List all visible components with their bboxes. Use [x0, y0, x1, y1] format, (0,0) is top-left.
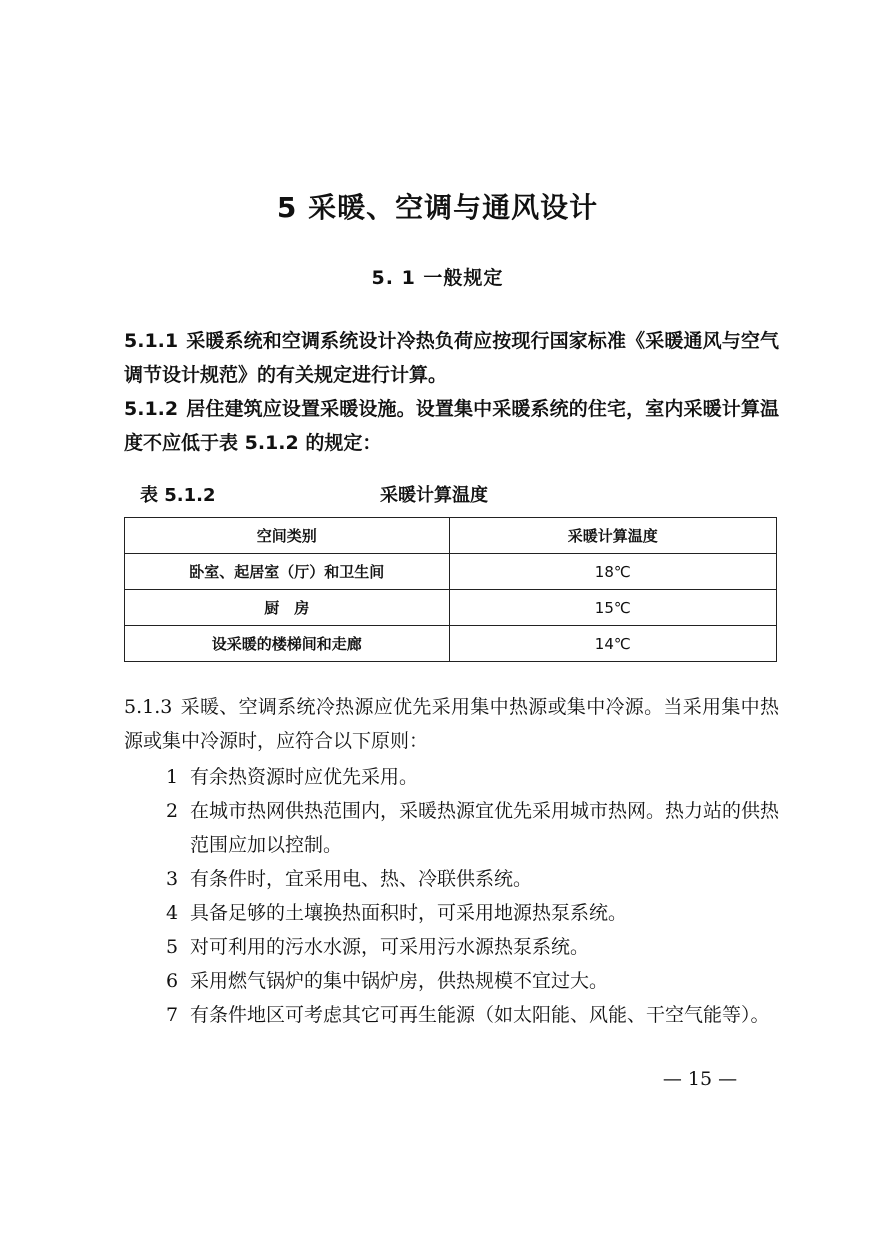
list-item-text: 有条件时，宜采用电、热、冷联供系统。: [190, 868, 533, 890]
clause-5-1-3: [124, 690, 779, 758]
header-heating-temperature: 采暖计算温度: [449, 518, 776, 554]
list-item: [166, 930, 781, 964]
temperature-cell: 14℃: [449, 626, 776, 662]
clause-5-1-2: [124, 392, 779, 460]
page-number: — 15 —: [662, 1068, 738, 1090]
list-item-number: 3: [166, 868, 179, 890]
principles-list: [166, 760, 781, 1032]
clause-number: 5.1.2: [124, 398, 179, 420]
list-item: [166, 862, 781, 896]
list-item: [166, 964, 781, 998]
clause-5-1-1: [124, 324, 779, 392]
heating-temperature-table: [124, 517, 777, 662]
clause-text: 采暖系统和空调系统设计冷热负荷应按现行国家标准《采暖通风与空气调节设计规范》的有关规定进行计算。: [124, 330, 779, 386]
space-cell: 厨 房: [125, 590, 450, 626]
clause-text: 居住建筑应设置采暖设施。设置集中采暖系统的住宅，室内采暖计算温度不应低于表 5.1.2 的规定：: [124, 398, 779, 454]
list-item-text: 具备足够的土壤换热面积时，可采用地源热泵系统。: [190, 902, 628, 924]
space-cell: 设采暖的楼梯间和走廊: [125, 626, 450, 662]
table-caption-title: 采暖计算温度: [380, 485, 488, 506]
list-item-number: 4: [166, 902, 179, 924]
space-cell: 卧室、起居室（厅）和卫生间: [125, 554, 450, 590]
temperature-cell: 15℃: [449, 590, 776, 626]
header-space-category: 空间类别: [125, 518, 450, 554]
clause-number: 5.1.3: [124, 696, 173, 718]
list-item-text: 在城市热网供热范围内，采暖热源宜优先采用城市热网。热力站的供热范围应加以控制。: [190, 800, 780, 856]
table-row: [125, 554, 777, 590]
section-title: 5. 1 一般规定: [371, 267, 504, 289]
list-item-text: 有余热资源时应优先采用。: [190, 766, 419, 788]
list-item-number: 1: [166, 766, 179, 788]
table-row: [125, 590, 777, 626]
list-item-text: 对可利用的污水水源，可采用污水源热泵系统。: [190, 936, 590, 958]
table-row: [125, 626, 777, 662]
table-caption: [140, 483, 780, 509]
list-item-text: 采用燃气锅炉的集中锅炉房，供热规模不宜过大。: [190, 970, 609, 992]
list-item: [166, 794, 781, 862]
list-item: [166, 760, 781, 794]
list-item-number: 2: [166, 800, 179, 822]
list-item-number: 5: [166, 936, 179, 958]
chapter-title: 5 采暖、空调与通风设计: [276, 191, 599, 224]
list-item-text: 有条件地区可考虑其它可再生能源（如太阳能、风能、干空气能等）。: [190, 1004, 770, 1026]
list-item: [166, 896, 781, 930]
list-item: [166, 998, 781, 1032]
table-caption-number: 表 5.1.2: [140, 485, 216, 506]
temperature-cell: 18℃: [449, 554, 776, 590]
list-item-number: 7: [166, 1004, 179, 1026]
clause-number: 5.1.1: [124, 330, 179, 352]
table-header-row: [125, 518, 777, 554]
list-item-number: 6: [166, 970, 179, 992]
clause-text: 采暖、空调系统冷热源应优先采用集中热源或集中冷源。当采用集中热源或集中冷源时，应符合以下原则：: [124, 696, 779, 752]
